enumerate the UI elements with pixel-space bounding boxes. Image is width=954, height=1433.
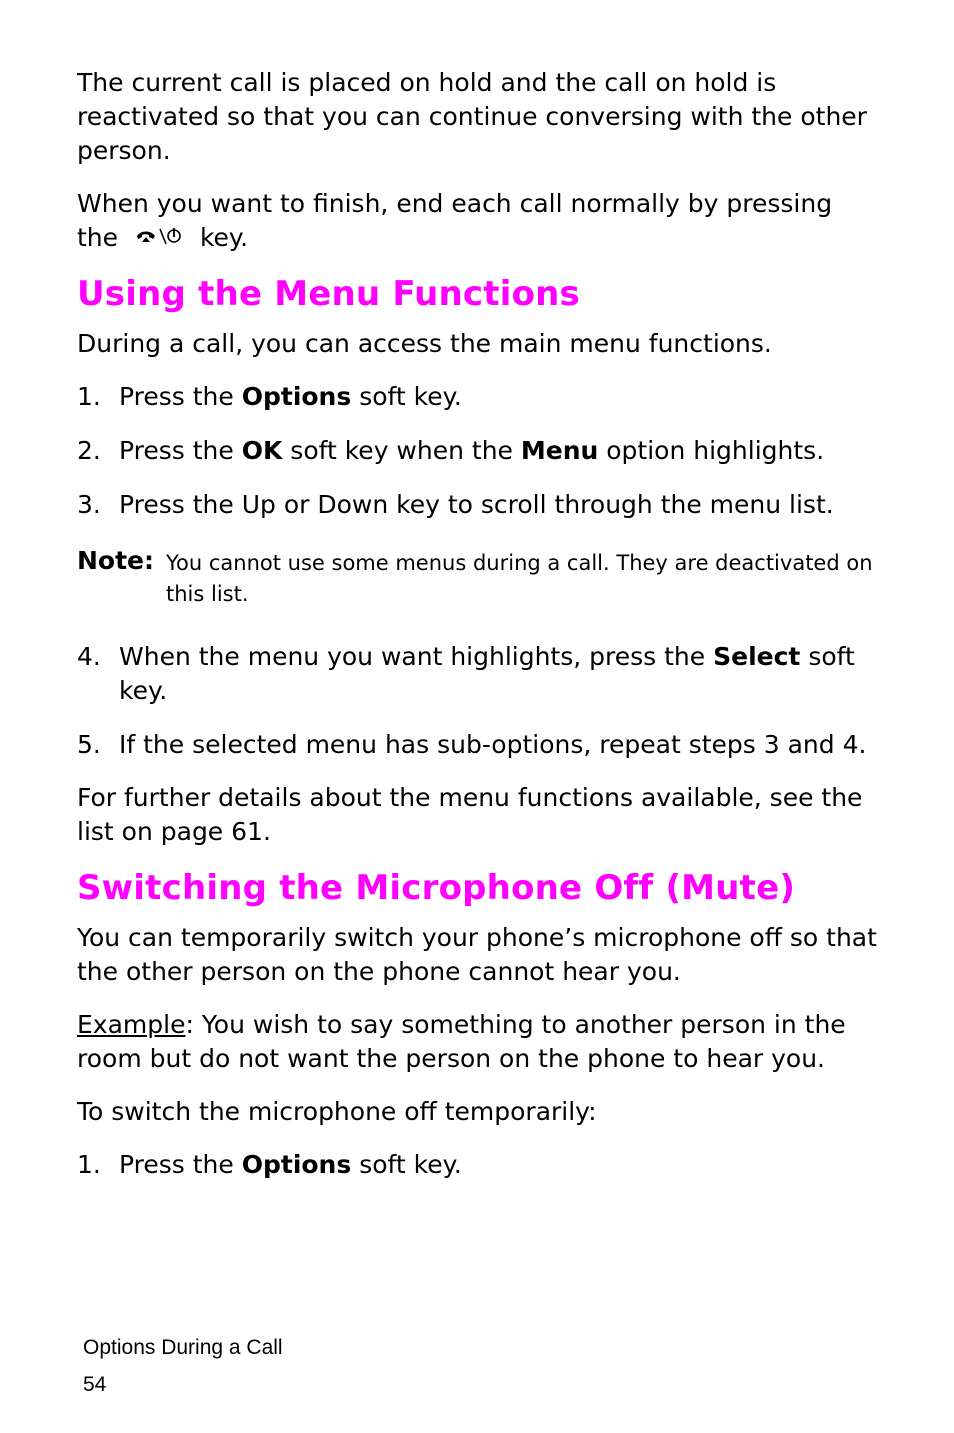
section1-steps-continued: [77, 640, 877, 762]
step-keyword: Menu: [520, 436, 599, 465]
section-heading-mute: Switching the Microphone Off (Mute): [77, 868, 796, 908]
footer-page-number: 54: [83, 1373, 107, 1396]
note-label: Note:: [77, 546, 155, 575]
step-keyword: OK: [241, 436, 283, 465]
step-item: [77, 640, 877, 708]
step-text: Press the: [119, 1150, 242, 1179]
step-text: When the menu you want highlights, press the: [119, 642, 714, 671]
intro-p2-before: When you want to finish, end each call normally by pressing the: [77, 189, 833, 252]
step-text: Press the Up or Down key to scroll through the menu list.: [119, 490, 834, 519]
example-paragraph: [77, 1008, 877, 1076]
section1-lead: During a call, you can access the main menu functions.: [77, 329, 772, 358]
example-label: Example: [77, 1010, 186, 1039]
note-block: [77, 548, 877, 610]
step-text: option highlights.: [598, 436, 825, 465]
intro-p2-after: key.: [199, 223, 249, 252]
example-text: : You wish to say something to another person in the room but do not want the person on the phone to hear you.: [77, 1010, 846, 1073]
step-item: [77, 434, 877, 468]
step-text: soft key when the: [282, 436, 521, 465]
page-footer: [83, 1335, 283, 1398]
step-item: [77, 728, 877, 762]
section2-lead: You can temporarily switch your phone’s microphone off so that the other person on the phone cannot hear you.: [77, 923, 877, 986]
section1-outro: For further details about the menu functions available, see the list on page 61.: [77, 783, 863, 846]
step-number: 3.: [77, 490, 101, 519]
section-heading-menu-functions: Using the Menu Functions: [77, 274, 580, 314]
footer-chapter-title: Options During a Call: [83, 1336, 283, 1359]
section1-steps: [77, 380, 877, 522]
end-power-key-icon: [129, 224, 189, 250]
step-item: [77, 380, 877, 414]
step-text: Press the: [119, 436, 242, 465]
intro-paragraph-1: The current call is placed on hold and the call on hold is reactivated so that you can continue conversing with the other person.: [77, 68, 867, 165]
step-item: [77, 1148, 877, 1182]
note-text: You cannot use some menus during a call. They are deactivated on this list.: [166, 551, 873, 606]
step-text: Press the: [119, 382, 242, 411]
step-number: 5.: [77, 730, 101, 759]
step-text: soft key.: [119, 642, 855, 705]
step-text: soft key.: [351, 1150, 462, 1179]
step-text: If the selected menu has sub-options, repeat steps 3 and 4.: [119, 730, 867, 759]
step-item: [77, 488, 877, 522]
intro-paragraph-2: [77, 187, 877, 255]
step-keyword: Options: [241, 382, 352, 411]
step-number: 4.: [77, 642, 101, 671]
step-number: 1.: [77, 1150, 101, 1179]
section2-instruction: To switch the microphone off temporarily:: [77, 1097, 597, 1126]
step-text: soft key.: [351, 382, 462, 411]
section2-steps: [77, 1148, 877, 1182]
step-number: 2.: [77, 436, 101, 465]
step-keyword: Options: [241, 1150, 352, 1179]
step-number: 1.: [77, 382, 101, 411]
page-content: [77, 66, 877, 1201]
step-keyword: Select: [713, 642, 801, 671]
